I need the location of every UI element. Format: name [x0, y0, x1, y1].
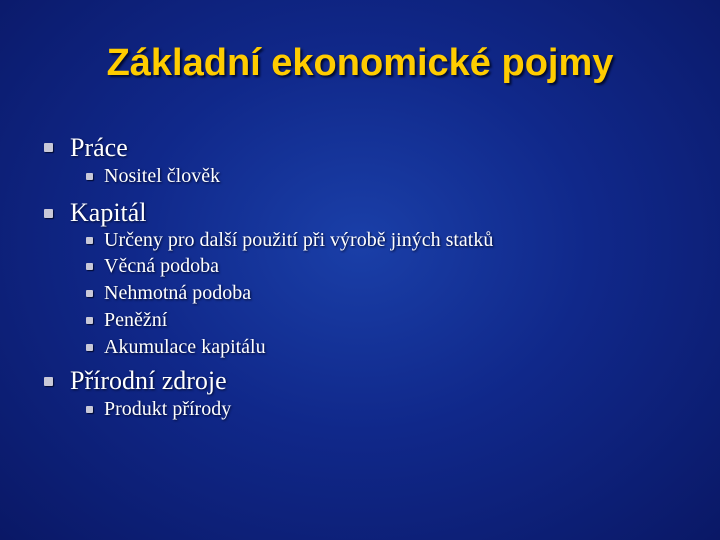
square-bullet-icon — [44, 143, 53, 152]
bullet-item-prirodni-zdroje: Přírodní zdroje — [70, 366, 227, 395]
square-bullet-icon — [86, 406, 93, 413]
slide-title: Základní ekonomické pojmy — [106, 42, 614, 84]
square-bullet-icon — [44, 209, 53, 218]
sub-item: Nehmotná podoba — [104, 282, 252, 304]
sub-item: Nositel člověk — [104, 165, 221, 187]
square-bullet-icon — [86, 237, 93, 244]
sub-item: Akumulace kapitálu — [104, 336, 266, 358]
sub-item: Produkt přírody — [104, 398, 232, 420]
square-bullet-icon — [44, 377, 53, 386]
square-bullet-icon — [86, 263, 93, 270]
sub-item: Peněžní — [104, 309, 168, 331]
bullet-item-prace: Práce — [70, 133, 128, 162]
square-bullet-icon — [86, 344, 93, 351]
square-bullet-icon — [86, 173, 93, 180]
sub-item: Určeny pro další použití při výrobě jiných statků — [104, 229, 494, 251]
sub-item: Věcná podoba — [104, 255, 219, 277]
square-bullet-icon — [86, 290, 93, 297]
bullet-item-kapital: Kapitál — [70, 198, 147, 227]
square-bullet-icon — [86, 317, 93, 324]
